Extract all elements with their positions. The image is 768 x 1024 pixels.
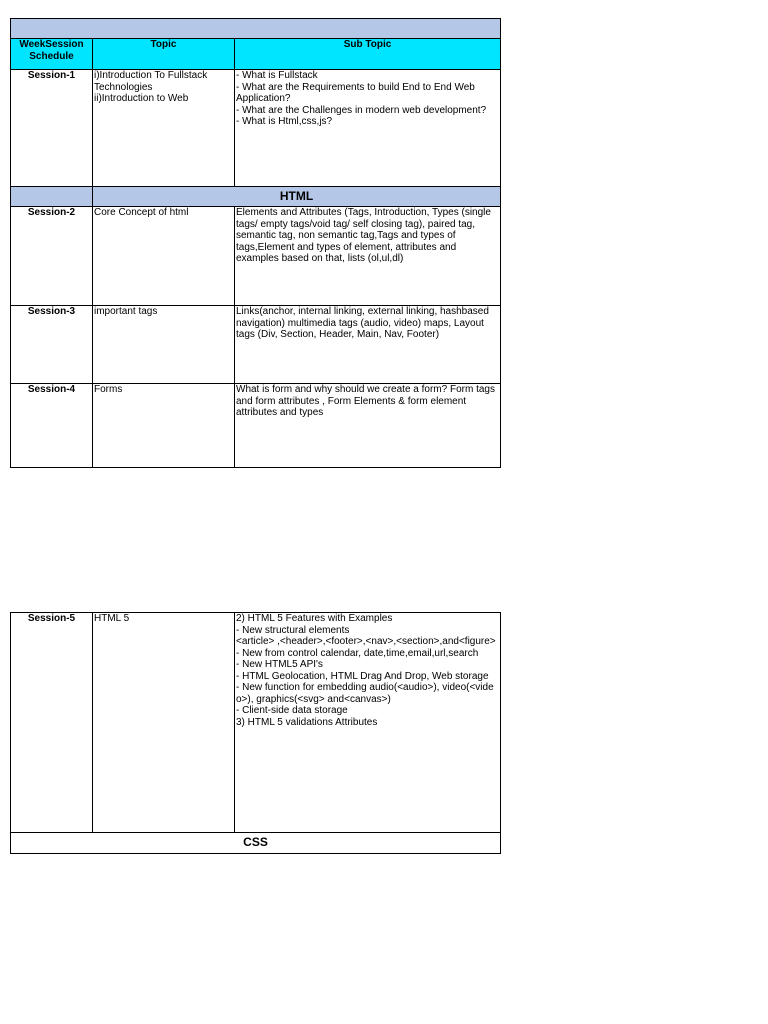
topic-cell: Core Concept of html [93, 207, 235, 306]
subtopic-cell: 2) HTML 5 Features with Examples - New structural elements <article> ,<header>,<footer>,<nav>,<section>,and<figure> - New from control calendar, date,time,email,url,search - New HTML5 API's - HTML Geolocation, HTML Drag And Drop, Web storage - New function for embedding audio(<audio>), video(<video>), graphics(<svg> and<canvas>) - Client-side data storage 3) HTML 5 validations Attributes [235, 613, 501, 833]
topic-cell: HTML 5 [93, 613, 235, 833]
table-row [11, 613, 501, 833]
session-cell: Session-3 [11, 306, 93, 384]
header-sub-topic: Sub Topic [235, 39, 501, 70]
session-cell: Session-1 [11, 70, 93, 187]
table-row [11, 207, 501, 306]
curriculum-table-2 [10, 612, 501, 854]
session-cell: Session-2 [11, 207, 93, 306]
subtopic-cell: Elements and Attributes (Tags, Introduction, Types (single tags/ empty tags/void tag/ self closing tag), paired tag, semantic tag, non semantic tag,Tags and types of tags,Element and types of element, attributes and examples based on that, lists (ol,ul,dl) [235, 207, 501, 306]
table-row [11, 70, 501, 187]
header-week-session: WeekSession Schedule [11, 39, 93, 70]
session-cell: Session-5 [11, 613, 93, 833]
header-row [11, 39, 501, 70]
section-row-html [11, 187, 501, 207]
topic-cell: i)Introduction To Fullstack Technologies ii)Introduction to Web [93, 70, 235, 187]
section-row-css [11, 833, 501, 854]
table-row [11, 384, 501, 468]
subtopic-cell: What is form and why should we create a form? Form tags and form attributes , Form Elements & form element attributes and types [235, 384, 501, 468]
session-cell: Session-4 [11, 384, 93, 468]
header-topic: Topic [93, 39, 235, 70]
curriculum-table-1 [10, 18, 501, 468]
section-title-html: HTML [93, 187, 501, 207]
subtopic-cell: Links(anchor, internal linking, external linking, hashbased navigation) multimedia tags (audio, video) maps, Layout tags (Div, Section, Header, Main, Nav, Footer) [235, 306, 501, 384]
top-band-cell [11, 19, 501, 39]
topic-cell: Forms [93, 384, 235, 468]
top-band-row [11, 19, 501, 39]
topic-cell: important tags [93, 306, 235, 384]
section-empty-cell [11, 187, 93, 207]
section-title-css: CSS [11, 833, 501, 854]
table-row [11, 306, 501, 384]
subtopic-cell: - What is Fullstack - What are the Requirements to build End to End Web Application? - What are the Challenges in modern web development? - What is Html,css,js? [235, 70, 501, 187]
